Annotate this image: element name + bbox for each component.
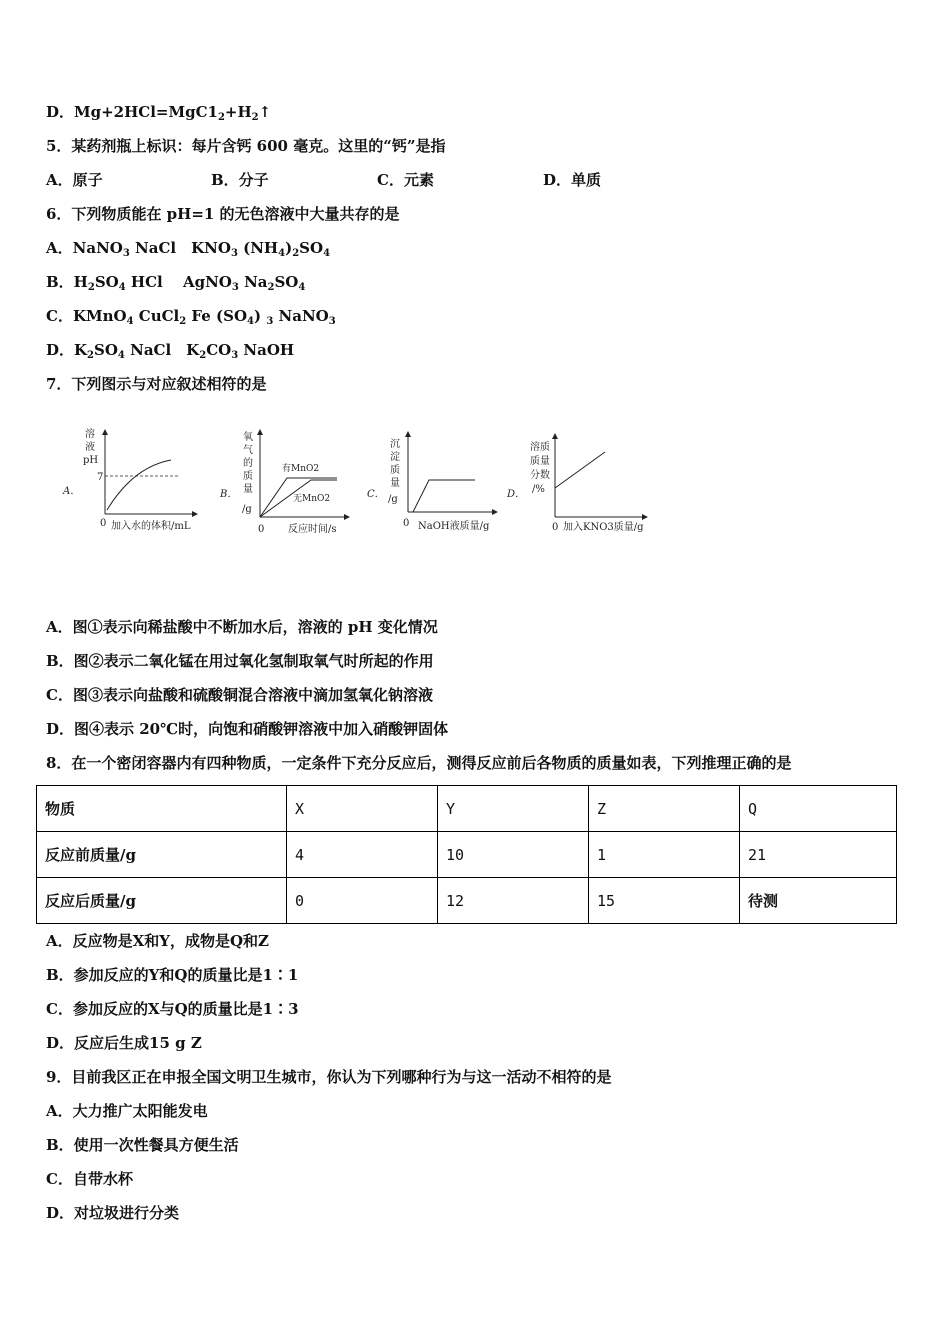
table-cell: 21 (740, 832, 897, 878)
table-cell: 1 (589, 832, 740, 878)
graph-b-ylabel-6: /g (242, 504, 252, 515)
q5-option-b[interactable]: B．分子 (211, 171, 269, 189)
q9-option-c[interactable]: C．自带水杯 (46, 1170, 133, 1188)
q5-option-d[interactable]: D．单质 (543, 171, 602, 189)
q9-option-b[interactable]: B．使用一次性餐具方便生活 (46, 1136, 239, 1154)
graph-c-ylabel-1: 沉 (390, 439, 400, 450)
q6-question: 6．下列物质能在 pH=1 的无色溶液中大量共存的是 (46, 205, 400, 223)
graph-a-letter: A． (63, 486, 81, 497)
graph-a-curve (107, 460, 171, 510)
graph-c-xlabel: NaOH液质量/g (418, 521, 490, 532)
q9-option-d[interactable]: D．对垃圾进行分类 (46, 1204, 180, 1222)
graph-a-ylabel-2: 液 (85, 442, 95, 453)
table-header-cell: X (287, 786, 438, 832)
q8-mass-table (36, 785, 897, 924)
graph-c-curve (413, 480, 475, 512)
q9-option-a[interactable]: A．大力推广太阳能发电 (46, 1102, 208, 1120)
q7-question: 7．下列图示与对应叙述相符的是 (46, 375, 267, 393)
graph-b-origin: 0 (258, 524, 265, 535)
graph-d-ylabel-1: 溶质 (530, 442, 550, 453)
q6-option-b[interactable]: B．$H_2SO_4$ HCl AgNO$_3$ $Na_2SO_4$ (46, 273, 306, 293)
graph-c-letter: C． (367, 489, 385, 500)
table-cell: 4 (287, 832, 438, 878)
q8-question: 8．在一个密闭容器内有四种物质，一定条件下充分反应后，测得反应前后各物质的质量如表，下列推理正确的是 (46, 754, 792, 772)
table-cell: 12 (438, 878, 589, 924)
graph-d-letter: D． (507, 489, 526, 500)
q4-option-d: D．$Mg+2HCl=MgC1_2+H_2↑$ (46, 103, 272, 123)
graph-a (62, 427, 195, 532)
q5-option-c[interactable]: C．元素 (377, 171, 434, 189)
graph-d-xlabel: 加入KNO3质量/g (563, 522, 644, 533)
graph-d-curve (555, 452, 605, 488)
graph-c-origin: 0 (403, 518, 410, 529)
q7-graphs (55, 422, 675, 552)
table-header-cell: Q (740, 786, 897, 832)
table-cell: 0 (287, 878, 438, 924)
table-row (37, 878, 897, 924)
graph-d (506, 436, 645, 533)
graph-c-ylabel-5: /g (388, 494, 398, 505)
q6-option-a[interactable]: A．NaNO$_3$ NaCl $KNO_3$ $(NH_4)_2SO_4$ (46, 239, 331, 259)
graph-a-ylabel-3: pH (83, 455, 99, 466)
q5-option-a[interactable]: A．原子 (46, 171, 103, 189)
graph-c-ylabel-3: 质 (390, 465, 400, 476)
table-cell: 反应前质量/g (37, 832, 287, 878)
graph-b-curve1-label: 有MnO2 (282, 464, 320, 474)
q8-option-a[interactable]: A．反应物是X和Y，成物是Q和Z (46, 932, 270, 950)
table-header-row (37, 786, 897, 832)
q8-option-c[interactable]: C．参加反应的X与Q的质量比是1∶3 (46, 1000, 299, 1018)
q6-option-d[interactable]: D．$K_2SO_4$ NaCl $K_2CO_3$ NaOH (46, 341, 295, 361)
graph-b-curve2-label: 无MnO2 (293, 494, 331, 504)
graph-b-ylabel-1: 氧 (243, 432, 253, 443)
table-header-cell: 物质 (37, 786, 287, 832)
graph-b-ylabel-2: 气 (243, 445, 253, 456)
q7-option-c[interactable]: C．图③表示向盐酸和硫酸铜混合溶液中滴加氢氧化钠溶液 (46, 686, 433, 704)
q8-option-b[interactable]: B．参加反应的Y和Q的质量比是1∶1 (46, 966, 299, 984)
table-cell: 待测 (740, 878, 897, 924)
graph-c-ylabel-2: 淀 (390, 452, 400, 463)
q7-option-d[interactable]: D．图④表示 20℃时，向饱和硝酸钾溶液中加入硝酸钾固体 (46, 720, 449, 738)
graph-a-tick-7: 7 (97, 472, 104, 483)
graph-d-origin: 0 (552, 522, 559, 533)
graph-a-xlabel: 加入水的体积/mL (111, 521, 191, 532)
graph-c-ylabel-4: 量 (390, 478, 400, 489)
q7-option-b[interactable]: B．图②表示二氧化锰在用过氧化氢制取氧气时所起的作用 (46, 652, 434, 670)
table-cell: 10 (438, 832, 589, 878)
table-row (37, 832, 897, 878)
graph-a-origin: 0 (100, 518, 107, 529)
q5-question: 5．某药剂瓶上标识：每片含钙 600 毫克。这里的“钙”是指 (46, 137, 446, 155)
graph-c (367, 434, 495, 532)
graph-b-letter: B． (220, 489, 238, 500)
table-header-cell: Z (589, 786, 740, 832)
graph-a-ylabel-1: 溶 (85, 429, 95, 440)
graph-b-ylabel-3: 的 (243, 458, 253, 469)
graph-b (219, 430, 347, 535)
graph-b-xlabel: 反应时间/s (288, 524, 337, 535)
q6-option-c[interactable]: C．KMnO$_4$ CuCl$_2$ Fe $(SO_4)$ $_3$ NaNO$_3$ (46, 307, 336, 327)
graph-b-ylabel-4: 质 (243, 471, 253, 482)
q9-question: 9．目前我区正在申报全国文明卫生城市，你认为下列哪种行为与这一活动不相符的是 (46, 1068, 612, 1086)
table-cell: 反应后质量/g (37, 878, 287, 924)
graph-d-ylabel-3: 分数 (530, 470, 550, 481)
graph-d-ylabel-2: 质量 (530, 456, 550, 467)
table-cell: 15 (589, 878, 740, 924)
q8-option-d[interactable]: D．反应后生成15 g Z (46, 1034, 202, 1052)
table-header-cell: Y (438, 786, 589, 832)
graph-b-ylabel-5: 量 (243, 484, 253, 495)
graph-d-ylabel-4: /% (532, 484, 545, 495)
q7-option-a[interactable]: A．图①表示向稀盐酸中不断加水后，溶液的 pH 变化情况 (46, 618, 438, 636)
